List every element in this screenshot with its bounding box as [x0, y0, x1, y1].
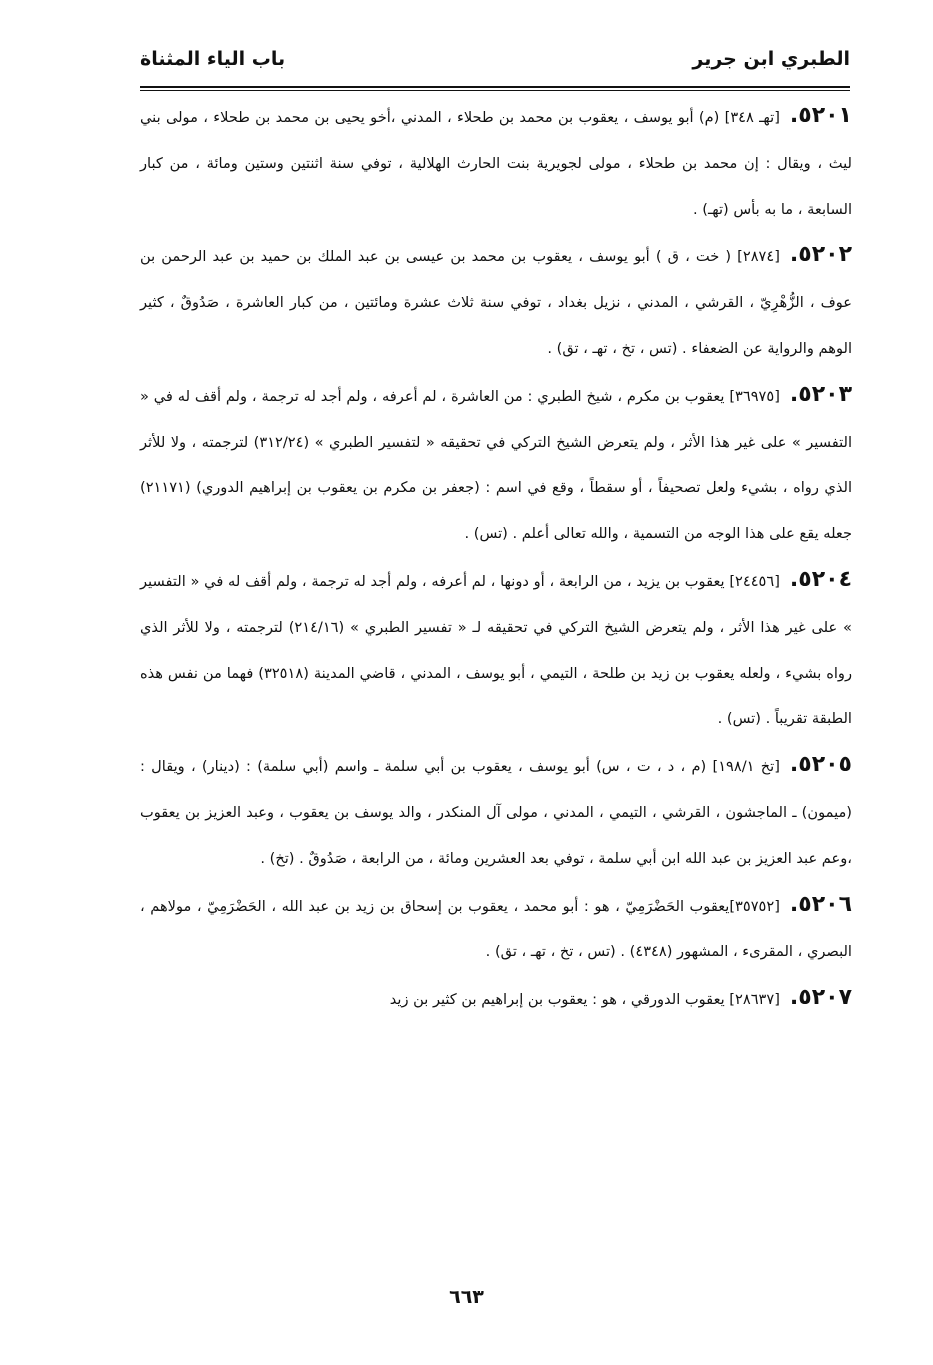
- entry: [140, 557, 852, 742]
- header-book-title: الطبري ابن جرير: [692, 48, 850, 70]
- entry-text: [٢٨٧٤] ( خت ، ق ) أبو يوسف ، يعقوب بن محمد بن عيسى بن عبد الملك بن حميد بن عبد الرحمن بن عوف ، الزُّهْرِيّ ، القرشي ، المدني ، نزيل بغداد ، توفي سنة ثلاث عشرة ومائتين ، من كبار العاشرة ، صَدُوقٌ ، كثير الوهم والرواية عن الضعفاء . (تس ، تخ ، تهـ ، تق) .: [140, 248, 852, 357]
- entry-number: ٥٢٠٥.: [789, 752, 852, 778]
- main-text: [140, 93, 852, 1023]
- entry-text: [٢٤٤٥٦] يعقوب بن يزيد ، من الرابعة ، أو دونها ، لم أعرفه ، ولم أجد له ترجمة ، ولم أقف له في « التفسير » على غير هذا الأثر ، ولم يتعرض الشيخ التركي في تحقيقه لـ « تفسير الطبري » (٢١٤/١٦) لترجمته ، ولا للأثر الذي رواه بشيء ، ولعله يعقوب بن زيد بن طلحة ، التيمي ، أبو يوسف ، المدني ، قاضي المدينة (٣٢٥١٨) فهما من نفس هذه الطبقة تقريباً . (تس) .: [140, 572, 852, 728]
- entry: [140, 232, 852, 371]
- page-number: ٦٦٣: [449, 1286, 484, 1308]
- entry: [140, 975, 852, 1023]
- entry-text: [٣٥٧٥٢]يعقوب الحَضْرَمِيّ ، هو : أبو محمد ، يعقوب بن إسحاق بن زيد بن عبد الله ، الحَضْرَمِيّ ، مولاهم ، البصري ، المقرىء ، المشهور (٤٣٤٨) . (تس ، تخ ، تهـ ، تق) .: [140, 897, 852, 961]
- entry-number: ٥٢٠٤.: [789, 566, 852, 592]
- header-rule: [140, 86, 850, 88]
- entry: [140, 882, 852, 976]
- entry: [140, 372, 852, 557]
- entry-text: [تخ ١٩٨/١] (م ، د ، ت ، س) أبو يوسف ، يعقوب بن أبي سلمة ـ واسم (أبي سلمة) : (دينار) ، ويقال : (ميمون) ـ الماجشون ، القرشي ، التيمي ، المدني ، مولى آل المنكدر ، والد يوسف بن يعقوب ، وعبد العزيز بن يعقوب ،وعم عبد العزيز بن عبد الله ابن أبي سلمة ، توفي بعد العشرين ومائة ، من الرابعة ، صَدُوقٌ . (تخ) .: [140, 758, 852, 867]
- entry: [140, 93, 852, 232]
- header-chapter-title: باب الياء المثناة: [140, 48, 286, 70]
- running-header: [140, 40, 850, 78]
- entry-text: [٣٦٩٧٥] يعقوب بن مكرم ، شيخ الطبري : من العاشرة ، لم أعرفه ، ولم أجد له ترجمة ، ولم أقف له في « التفسير » على غير هذا الأثر ، ولم يتعرض الشيخ التركي في تحقيقه « لتفسير الطبري » (٣١٢/٢٤) لترجمته ، ولا للأثر الذي رواه ، بشيء ولعل تصحيفاً ، أو سقطاً ، وقع في اسم : (جعفر بن مكرم بن يعقوب بن إبراهيم الدوري) (٢١١٧١) جعله يقع على هذا الوجه من التسمية ، والله تعالى أعلم . (تس) .: [140, 387, 852, 543]
- entry-number: ٥٢٠٧.: [789, 985, 852, 1011]
- entry-text: [٢٨٦٣٧] يعقوب الدورقي ، هو : يعقوب بن إبراهيم بن كثير بن زيد: [389, 991, 780, 1009]
- entry-text: [تهـ ٣٤٨] (م) أبو يوسف ، يعقوب بن محمد بن طحلاء ، المدني ،أخو يحيى بن محمد بن طحلاء ، مولى بني ليث ، ويقال : إن محمد بن طحلاء ، مولى لجويرية بنت الحارث الهلالية ، توفي سنة اثنتين وستين ومائة ، من كبار السابعة ، ما به بأس (تهـ) .: [140, 109, 852, 218]
- header-rule-thin: [140, 90, 850, 91]
- entry-number: ٥٢٠٢.: [789, 242, 852, 268]
- entry-number: ٥٢٠١.: [789, 103, 852, 128]
- entry-number: ٥٢٠٣.: [789, 381, 852, 407]
- entry: [140, 742, 852, 881]
- entry-number: ٥٢٠٦.: [789, 891, 852, 917]
